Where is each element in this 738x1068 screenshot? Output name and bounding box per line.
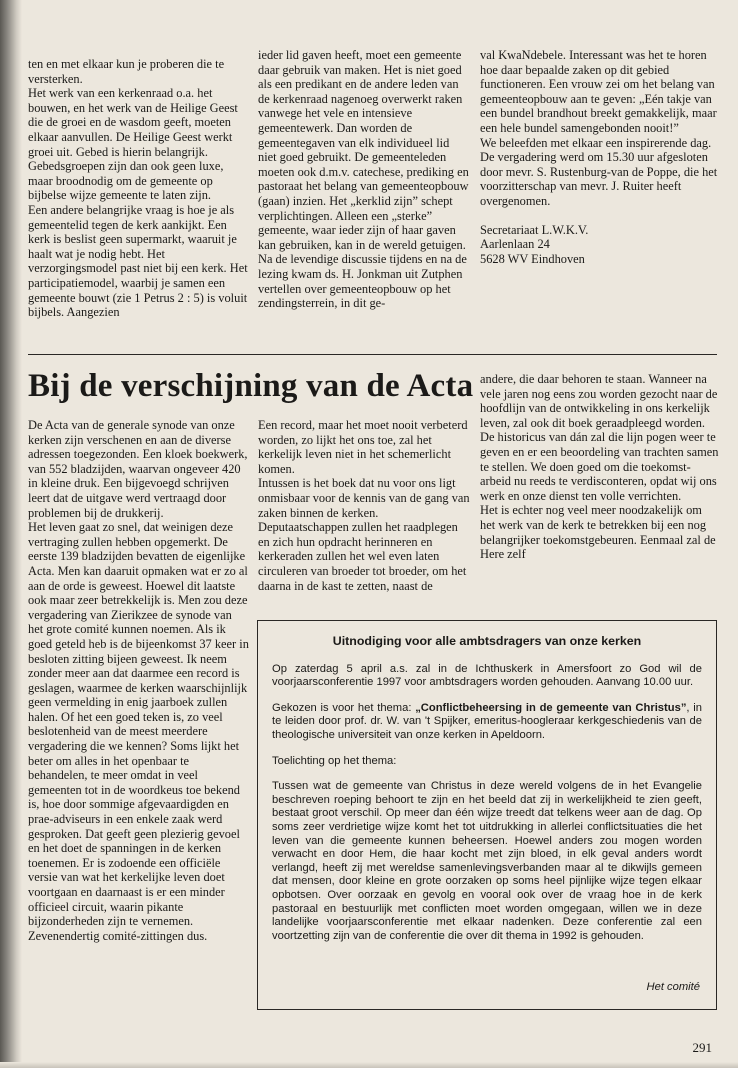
paragraph: Het is echter nog veel meer noodzakelijk om het werk van de kerk te betrekken bij een nog belangrijker toekomstgebeuren. Eenmaal zal de Here zelf <box>480 503 716 562</box>
theme-intro: Gekozen is voor het thema: <box>272 701 416 714</box>
address-line: Secretariaat L.W.K.V. <box>480 222 589 237</box>
invitation-title: Uitnodiging voor alle ambtsdragers van onze kerken <box>332 634 642 648</box>
theme-details: , in te leiden door prof. dr. W. van 't Spijker, emeritus-hoogleraar kerkgeschiedenis van de theologische universiteit van onze kerken in Apeldoorn. <box>272 701 703 741</box>
page-gutter-shadow <box>0 0 22 1068</box>
paragraph: andere, die daar behoren te staan. Wanneer na vele jaren nog eens zou worden gezocht naar de hoofdlijn van de ontwikkeling in ons kerkelijk leven, zal ook dit boek geraadpleegd worden. De historicus van dán zal die lijn pogen weer te geven en er een beoordeling van trachten samen te stellen. We doen goed om die toekomst-arbeid nu reeds te verdisconteren, opdat wij ons werk en onze dienst ten volle verrichten. <box>480 372 719 503</box>
paragraph: Intussen is het boek dat nu voor ons ligt onmisbaar voor de kennis van de gang van zaken binnen de kerken. Deputaatschappen zullen het raadplegen en zich hun opdracht herinneren en kerkeraden zullen het wel even laten circuleren van broeder tot broeder, om het daarna in de kast te zetten, naast de <box>258 476 470 593</box>
paragraph: Een record, maar het moet nooit verbeterd worden, zo lijkt het ons toe, zal het kerkelijk leven niet in het schemerlicht komen. <box>258 418 468 476</box>
page-bottom-edge <box>0 1062 738 1068</box>
paragraph: We beleefden met elkaar een inspirerende dag. <box>480 135 712 150</box>
top-column-1 <box>28 57 250 320</box>
paragraph: ten en met elkaar kun je proberen die te versterken. <box>28 57 225 86</box>
article-column-2 <box>258 418 470 593</box>
address-line: Aarlenlaan 24 <box>480 237 550 252</box>
article-column-1 <box>28 418 250 943</box>
paragraph: Na de levendige discussie tijdens en na de lezing kwam ds. H. Jonkman uit Zutphen vertellen over gemeenteopbouw op het zendingsterrein, in dit ge- <box>258 252 467 311</box>
article-headline: Bij de verschijning van de Acta <box>28 368 474 404</box>
top-column-2 <box>258 48 470 311</box>
invitation-signature: Het comité <box>646 981 700 994</box>
invitation-paragraph: Tussen wat de gemeente van Christus in deze wereld volgens de in het Evangelie beschreven roeping behoort te zijn en het beeld dat zij in werkelijkheid te zien geeft, bestaat groot verschil. Op meer dan één wijze treedt dat telkens weer aan de dag. Op soms zeer verdrietige wijze komt het tot uitdrukking in allerlei conflictsituaties die het leven van die gemeente kunnen beheersen. Hoewel anders zou mogen worden verwacht en door Hem, die haar kocht met zijn bloed, in elk geval anders wordt verlangd, heeft zij met wereldse samenlevingsverbanden maar al te dikwijls gemeen dat mensen, door kleine en grote oorzaken op soms heel pijnlijke wijze tegen elkaar opbotsen. Over oorzaak en gevolg en vooral ook over de vraag hoe in de kerk pastoraal en bestuurlijk met conflicten moet worden omgegaan, willen we in deze landelijke voorjaarsconferentie met elkaar nadenken. Deze conferentie zal een voortzetting zijn van de conferentie die over dit thema in 1992 is gehouden. <box>272 780 702 942</box>
paragraph: Een andere belangrijke vraag is hoe je als gemeentelid tegen de kerk aankijkt. Een kerk is beslist geen supermarkt, waaruit je haalt wat je nodig hebt. Het verzorgingsmodel past niet bij een kerk. Het participatiemodel, waarbij je samen een gemeente bouwt (zie 1 Petrus 2 : 5) is voluit bijbels. Aangezien <box>28 202 248 320</box>
paragraph: De vergadering werd om 15.30 uur afgesloten door mevr. S. Rustenburg-van de Poppe, die het voorzitterschap van mevr. J. Ruiter heeft overgenomen. <box>480 150 718 208</box>
address-line: 5628 WV Eindhoven <box>480 251 585 266</box>
section-divider <box>28 354 717 355</box>
paragraph: ieder lid gaven heeft, moet een gemeente daar gebruik van maken. Het is niet goed als een predikant en de andere leden van de kerkenraad nagenoeg overwerkt raken vanwege het vele en intensieve gemeentewerk. Dan worden de gemeentegaven van elk individueel lid niet goed gebruikt. De gemeenteleden moeten ook d.m.v. catechese, prediking en pastoraat het belang van gemeenteopbouw (gaan) inzien. Het „kerklid zijn” schept verplichtingen. Alleen een „sterke” gemeente, waar ieder zijn of haar gaven kan gebruiken, kan in de wereld getuigen. <box>258 48 469 252</box>
page-number: 291 <box>692 1040 712 1055</box>
paragraph: val KwaNdebele. Interessant was het te horen hoe daar bepaalde zaken op dit gebied functioneren. Een vrouw zei om het belang van gemeenteopbouw aan te geven: „Eén takje van een bundel brandhout breekt gemakkelijk, maar een hele bundel samengebonden nooit!” <box>480 48 717 135</box>
invitation-paragraph: Op zaterdag 5 april a.s. zal in de Ichthuskerk in Amersfoort zo God wil de voorjaarsconferentie 1997 voor ambtsdragers worden gehouden. Aanvang 10.00 uur. <box>272 662 702 689</box>
paragraph: Het leven gaat zo snel, dat weinigen deze vertraging zullen hebben opgemerkt. De eerste 139 bladzijden bevatten de eigenlijke Acta. Men kan daaruit opmaken wat er zo al aan de orde is geweest. Hoewel dit laatste ook maar zeer betrekkelijk is. Men zou deze vergadering van Zierikzee de synode van het grote comité kunnen noemen. Als ik goed geteld heb is de bijeenkomst 37 keer in besloten zitting bijeen geweest. Ik neem zonder meer aan dat daarmee een record is geslagen, waarmee de kerken waarschijnlijk geen vermelding in enig jaarboek zullen halen. Of het een goed teken is, zo veel beslotenheid van de meest meerdere vergadering die we kennen? Soms lijkt het beter om alles in het openbaar te behandelen, te meer omdat in veel gemeenten tot in de woordkeus toe bekend is, hoe door sommige afgevaardigden en prae-adviseurs in een enkele zaak werd gesproken. Dat geeft geen plezierig gevoel en het doet de spanningen in de kerken toenemen. Er is zodoende een officiële versie van wat het kerkelijke leven doet voortgaan en daarnaast is er een minder officieel circuit, waarin pikante bijzonderheden zijn te vernemen. <box>28 520 249 929</box>
top-column-3 <box>480 48 720 266</box>
article-column-3 <box>480 372 720 562</box>
paragraph: De Acta van de generale synode van onze kerken zijn verschenen en aan de diverse adressen toegezonden. Een kloek boekwerk, van 552 bladzijden, waarvan ongeveer 420 in kleine druk. Een bijgevoegd schrijven leert dat de uitgave werd vertraagd door problemen bij de drukkerij. <box>28 418 248 520</box>
paragraph: Zevenendertig comité-zittingen dus. <box>28 928 208 943</box>
invitation-box <box>257 620 717 1010</box>
paragraph: Het werk van een kerkenraad o.a. het bouwen, en het werk van de Heilige Geest die de groei en de wasdom geeft, moeten elkaar aanvullen. De Heilige Geest werkt groei uit. Gebed is hierin belangrijk. Gebedsgroepen zijn dan ook geen luxe, maar broodnodig om de gemeente op bijbelse wijze gemeente te laten zijn. <box>28 86 238 203</box>
theme-title: „Conflictbeheersing in de gemeente van Christus” <box>415 701 687 714</box>
invitation-subhead: Toelichting op het thema: <box>272 754 397 767</box>
invitation-theme-paragraph <box>272 702 702 743</box>
